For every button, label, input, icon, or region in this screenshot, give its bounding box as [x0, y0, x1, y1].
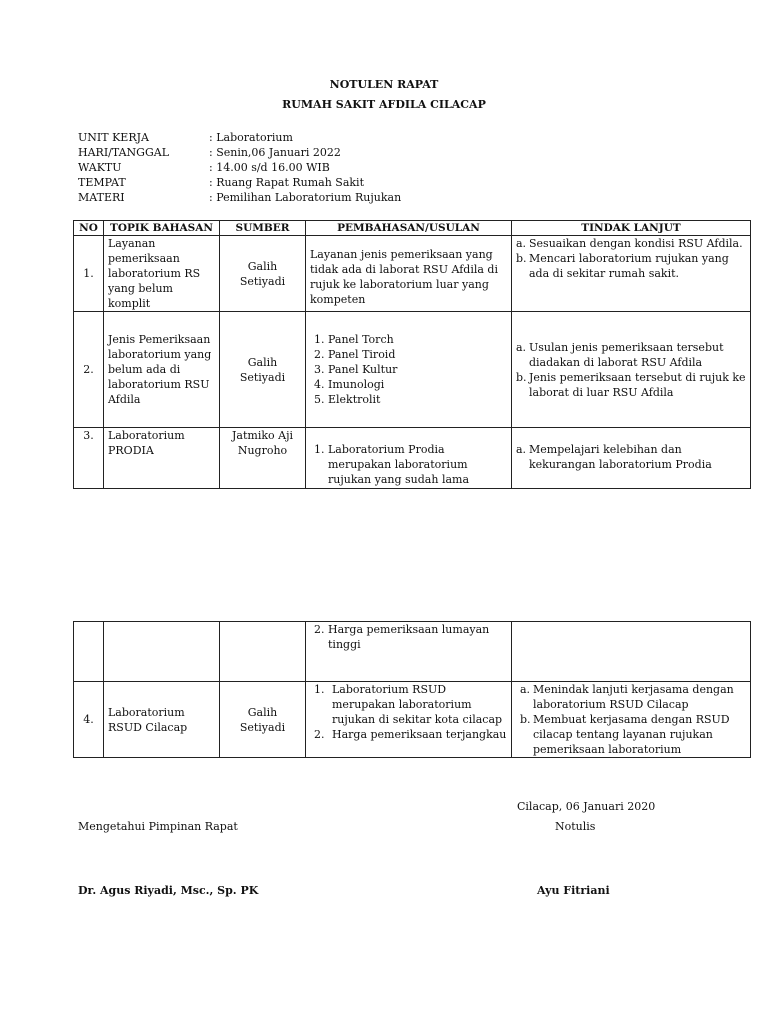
- list-text: Menindak lanjuti kerjasama dengan laboratorium RSUD Cilacap: [533, 683, 734, 711]
- list-item: [314, 362, 507, 377]
- list-item: [516, 442, 746, 472]
- list-marker: b.: [520, 713, 531, 726]
- table-row: [74, 428, 751, 489]
- list-item: [520, 682, 746, 712]
- row-sumber: Galih Setiyadi: [220, 312, 306, 428]
- list-text: Harga pemeriksaan lumayan tinggi: [328, 623, 490, 651]
- list-text: Panel Kultur: [328, 363, 398, 376]
- list-item: [314, 622, 507, 652]
- list-marker: a.: [516, 443, 527, 456]
- meta-value: : Ruang Rapat Rumah Sakit: [209, 176, 364, 189]
- meta-hari-tanggal: [78, 145, 578, 160]
- col-header-sumber: SUMBER: [220, 221, 306, 236]
- row-pembahasan: Layanan jenis pemeriksaan yang tidak ada di laborat RSU Afdila di rujuk ke laboratorium luar yang kompeten: [306, 236, 512, 312]
- list-marker: 1.: [314, 683, 325, 696]
- list-marker: 2.: [314, 728, 325, 741]
- row-topik: Layanan pemeriksaan laboratorium RS yang belum komplit: [104, 236, 220, 312]
- list-marker: 2.: [314, 623, 325, 636]
- list-marker: b.: [516, 252, 527, 265]
- col-header-pembahasan: PEMBAHASAN/USULAN: [306, 221, 512, 236]
- minutes-table-continued: [73, 621, 751, 758]
- list-marker: a.: [520, 683, 531, 696]
- list-item: [520, 712, 746, 757]
- document-subtitle: RUMAH SAKIT AFDILA CILACAP: [282, 98, 486, 111]
- list-item: [516, 251, 746, 281]
- row-pembahasan: [306, 312, 512, 428]
- meta-value: : Pemilihan Laboratorium Rujukan: [209, 191, 402, 204]
- row-sumber: Jatmiko Aji Nugroho: [220, 428, 306, 489]
- row-sumber: Galih Setiyadi: [220, 682, 306, 758]
- meta-label: HARI/TANGGAL: [78, 146, 169, 159]
- meta-materi: [78, 190, 578, 205]
- row-pembahasan: [306, 428, 512, 489]
- list-item: [314, 377, 507, 392]
- meta-label: WAKTU: [78, 161, 122, 174]
- place-date: Cilacap, 06 Januari 2020: [517, 800, 656, 813]
- list-marker: a.: [516, 340, 527, 354]
- table-row: [74, 682, 751, 758]
- leader-role: Mengetahui Pimpinan Rapat: [78, 820, 238, 833]
- meta-value: : Laboratorium: [209, 131, 293, 144]
- table-row: [74, 622, 751, 682]
- list-marker: b.: [516, 370, 527, 384]
- notulis-name: Ayu Fitriani: [537, 884, 610, 897]
- meta-tempat: [78, 175, 578, 190]
- row-topik: Laboratorium PRODIA: [104, 428, 220, 489]
- notulis-role: Notulis: [555, 820, 596, 833]
- meta-value: : Senin,06 Januari 2022: [209, 146, 341, 159]
- list-text: Jenis pemeriksaan tersebut di rujuk ke laborat di luar RSU Afdila: [529, 370, 746, 399]
- minutes-table: [73, 220, 751, 489]
- row-no: 1.: [74, 236, 104, 312]
- list-marker: 2.: [314, 348, 325, 361]
- table-header-row: [74, 221, 751, 236]
- list-text: Laboratorium RSUD merupakan laboratorium rujukan di sekitar kota cilacap: [332, 683, 503, 726]
- list-item: [314, 347, 507, 362]
- list-text: Usulan jenis pemeriksaan tersebut diadakan di laborat RSU Afdila: [529, 340, 724, 369]
- meta-label: MATERI: [78, 191, 125, 204]
- row-no: [74, 622, 104, 682]
- list-marker: 1.: [314, 443, 325, 456]
- list-text: Panel Tiroid: [328, 348, 396, 361]
- row-no: 4.: [74, 682, 104, 758]
- col-header-topik: TOPIK BAHASAN: [104, 221, 220, 236]
- list-text: Panel Torch: [328, 333, 394, 346]
- list-text: Laboratorium Prodia merupakan laboratorium rujukan yang sudah lama: [328, 443, 470, 486]
- list-item: [314, 727, 507, 742]
- meta-unit-kerja: [78, 130, 578, 145]
- row-tindak: [512, 428, 751, 489]
- list-item: [516, 236, 746, 251]
- list-item: [314, 392, 507, 407]
- list-text: Imunologi: [328, 378, 385, 391]
- row-pembahasan: [306, 622, 512, 682]
- row-no: 3.: [74, 428, 104, 489]
- row-sumber: [220, 622, 306, 682]
- row-topik: Jenis Pemeriksaan laboratorium yang belum ada di laboratorium RSU Afdila: [104, 312, 220, 428]
- meta-waktu: [78, 160, 578, 175]
- list-marker: 3.: [314, 363, 325, 376]
- leader-name: Dr. Agus Riyadi, Msc., Sp. PK: [78, 884, 259, 897]
- row-tindak: [512, 236, 751, 312]
- table-row: [74, 312, 751, 428]
- list-item: [314, 682, 507, 727]
- list-marker: 1.: [314, 333, 325, 346]
- list-text: Membuat kerjasama dengan RSUD cilacap tentang layanan rujukan pemeriksaan laboratorium: [533, 713, 730, 756]
- list-item: [516, 370, 746, 400]
- list-marker: a.: [516, 237, 527, 250]
- list-text: Elektrolit: [328, 393, 381, 406]
- col-header-tindak: TINDAK LANJUT: [512, 221, 751, 236]
- row-sumber: Galih Setiyadi: [220, 236, 306, 312]
- meta-value: : 14.00 s/d 16.00 WIB: [209, 161, 330, 174]
- row-tindak: [512, 312, 751, 428]
- list-marker: 4.: [314, 378, 325, 391]
- row-tindak: [512, 622, 751, 682]
- col-header-no: NO: [74, 221, 104, 236]
- list-marker: 5.: [314, 393, 325, 406]
- list-text: Sesuaikan dengan kondisi RSU Afdila.: [529, 237, 743, 250]
- row-pembahasan: [306, 682, 512, 758]
- row-tindak: [512, 682, 751, 758]
- list-text: Mempelajari kelebihan dan kekurangan laboratorium Prodia: [529, 443, 712, 471]
- row-topik: Laboratorium RSUD Cilacap: [104, 682, 220, 758]
- meta-label: UNIT KERJA: [78, 131, 149, 144]
- meta-label: TEMPAT: [78, 176, 126, 189]
- row-no: 2.: [74, 312, 104, 428]
- row-topik: [104, 622, 220, 682]
- list-item: [516, 340, 746, 370]
- list-text: Mencari laboratorium rujukan yang ada di sekitar rumah sakit.: [529, 252, 729, 280]
- document-title: NOTULEN RAPAT: [329, 78, 439, 91]
- list-item: [314, 332, 507, 347]
- list-text: Harga pemeriksaan terjangkau: [332, 728, 507, 741]
- table-row: [74, 236, 751, 312]
- list-item: [314, 442, 507, 487]
